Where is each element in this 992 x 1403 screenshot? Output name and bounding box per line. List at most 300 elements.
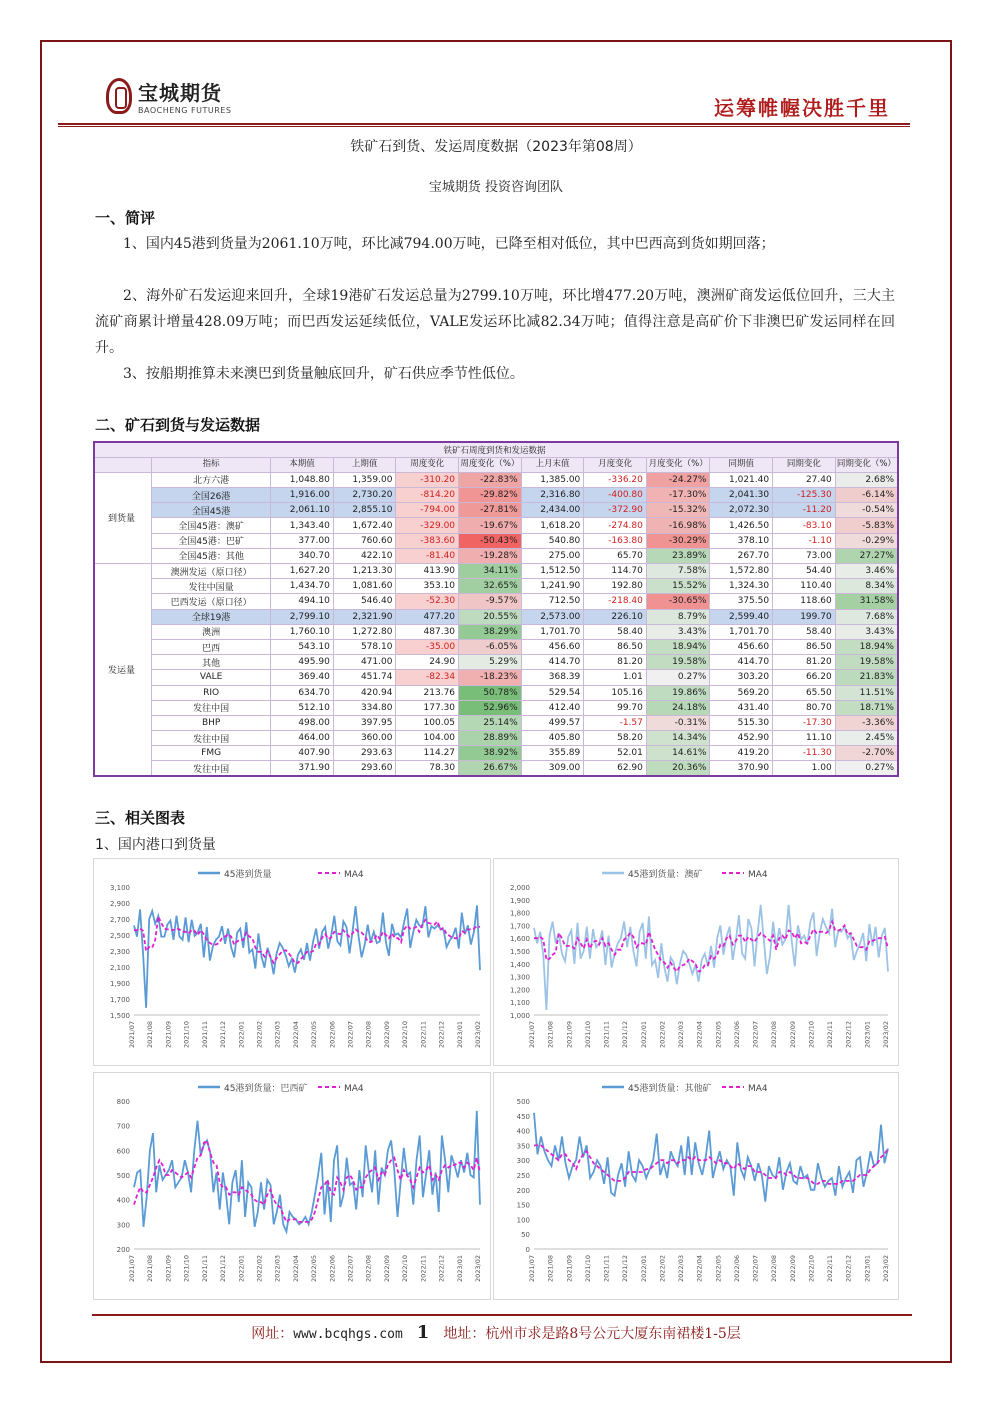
y-tick-label: 1,000 <box>509 1012 530 1020</box>
table-row <box>94 715 898 730</box>
table-cell: 2,573.00 <box>521 609 584 624</box>
x-tick-label: 2022/06 <box>328 1255 337 1283</box>
x-tick-label: 2022/05 <box>310 1255 319 1283</box>
table-cell: 712.50 <box>521 594 584 609</box>
table-cell: 54.40 <box>773 564 836 579</box>
table-cell: 86.50 <box>584 639 647 654</box>
table-row <box>94 746 898 761</box>
y-tick-label: 150 <box>516 1201 530 1210</box>
x-tick-label: 2022/01 <box>639 1021 648 1049</box>
table-cell: -50.43% <box>459 533 522 548</box>
table-cell: -0.54% <box>835 503 898 518</box>
x-tick-label: 2022/02 <box>255 1021 264 1049</box>
row-indicator: 全球19港 <box>152 609 271 624</box>
table-cell: 32.65% <box>459 579 522 594</box>
y-tick-label: 2,900 <box>109 900 130 908</box>
table-cell: 1,760.10 <box>271 624 334 639</box>
y-tick-label: 50 <box>521 1231 530 1240</box>
table-cell: 2,316.80 <box>521 488 584 503</box>
table-cell: 293.60 <box>333 761 396 776</box>
x-tick-label: 2021/08 <box>546 1255 555 1283</box>
table-row <box>94 564 898 579</box>
table-cell: -19.67% <box>459 518 522 533</box>
x-tick-label: 2022/09 <box>382 1255 391 1283</box>
x-tick-label: 2022/08 <box>364 1021 373 1049</box>
x-tick-label: 2022/09 <box>382 1021 391 1049</box>
x-tick-label: 2022/12 <box>844 1021 853 1049</box>
row-indicator: BHP <box>152 715 271 730</box>
table-cell: -35.00 <box>396 639 459 654</box>
table-cell: -17.30% <box>646 488 710 503</box>
x-tick-label: 2021/10 <box>182 1021 191 1049</box>
table-cell: 375.50 <box>710 594 773 609</box>
legend-label: 45港到货量：澳矿 <box>628 870 703 880</box>
y-tick-label: 250 <box>516 1172 530 1180</box>
table-cell: 2,799.10 <box>271 609 334 624</box>
iron-ore-table <box>93 441 899 777</box>
table-cell: 1,627.20 <box>271 564 334 579</box>
table-cell: 114.27 <box>396 746 459 761</box>
table-cell: 634.70 <box>271 685 334 700</box>
x-tick-label: 2022/10 <box>401 1021 410 1049</box>
table-cell: 2,072.30 <box>710 503 773 518</box>
table-cell: 515.30 <box>710 715 773 730</box>
x-tick-label: 2021/07 <box>528 1021 536 1049</box>
y-tick-label: 450 <box>516 1112 530 1121</box>
table-cell: 105.16 <box>584 685 647 700</box>
table-cell: 3.46% <box>835 564 898 579</box>
table-cell: 28.89% <box>459 731 522 746</box>
x-tick-label: 2021/09 <box>565 1255 574 1283</box>
table-cell: -310.20 <box>396 472 459 487</box>
table-cell: -11.30 <box>773 746 836 761</box>
table-cell: 407.90 <box>271 746 334 761</box>
x-tick-label: 2022/10 <box>807 1255 816 1283</box>
table-cell: -27.81% <box>459 503 522 518</box>
table-cell: 24.90 <box>396 655 459 670</box>
table-cell: 451.74 <box>333 670 396 685</box>
table-cell: 1,081.60 <box>333 579 396 594</box>
table-cell: -329.00 <box>396 518 459 533</box>
table-cell: -29.82% <box>459 488 522 503</box>
table-cell: 5.29% <box>459 655 522 670</box>
y-tick-label: 0 <box>525 1246 530 1254</box>
x-tick-label: 2022/03 <box>677 1255 686 1283</box>
table-cell: 452.90 <box>710 731 773 746</box>
logo-icon <box>106 78 132 114</box>
row-indicator: FMG <box>152 746 271 761</box>
table-cell: 25.14% <box>459 715 522 730</box>
x-tick-label: 2022/11 <box>419 1255 428 1283</box>
table-cell: 498.00 <box>271 715 334 730</box>
table-header-8: 同期值 <box>710 457 773 472</box>
y-tick-label: 800 <box>116 1098 130 1106</box>
table-cell: 3.43% <box>835 624 898 639</box>
table-header-1: 本期值 <box>271 457 334 472</box>
table-cell: 334.80 <box>333 700 396 715</box>
x-tick-label: 2022/07 <box>346 1021 355 1049</box>
table-cell: 377.00 <box>271 533 334 548</box>
table-cell: -24.27% <box>646 472 710 487</box>
row-indicator: 发往中国 <box>152 700 271 715</box>
table-cell: 104.00 <box>396 731 459 746</box>
table-cell: 14.34% <box>646 731 710 746</box>
x-tick-label: 2022/07 <box>751 1021 760 1049</box>
x-tick-label: 2022/11 <box>826 1255 835 1283</box>
footer-address: 杭州市求是路8号公元大厦东南裙楼1-5层 <box>485 1326 741 1342</box>
y-tick-label: 1,400 <box>509 960 530 969</box>
table-cell: 340.70 <box>271 548 334 563</box>
x-tick-label: 2022/05 <box>310 1021 319 1049</box>
table-cell: 62.90 <box>584 761 647 776</box>
y-tick-label: 3,100 <box>109 884 130 892</box>
series-line <box>534 1113 888 1202</box>
y-tick-label: 1,500 <box>509 948 530 956</box>
table-cell: 760.60 <box>333 533 396 548</box>
table-cell: 114.70 <box>584 564 647 579</box>
x-tick-label: 2021/08 <box>146 1021 155 1049</box>
table-cell: 371.90 <box>271 761 334 776</box>
table-cell: 1,048.80 <box>271 472 334 487</box>
table-cell: 199.70 <box>773 609 836 624</box>
x-tick-label: 2023/02 <box>474 1021 482 1049</box>
table-cell: 18.71% <box>835 700 898 715</box>
table-cell: 1.00 <box>773 761 836 776</box>
y-tick-label: 350 <box>516 1142 530 1151</box>
table-cell: -1.57 <box>584 715 647 730</box>
table-header-0: 指标 <box>152 457 271 472</box>
table-cell: 52.01 <box>584 746 647 761</box>
table-cell: 86.50 <box>773 639 836 654</box>
table-cell: 2,599.40 <box>710 609 773 624</box>
row-indicator: 全国45港：其他 <box>152 548 271 563</box>
table-cell: -163.80 <box>584 533 647 548</box>
table-cell: 360.00 <box>333 731 396 746</box>
table-cell: 464.00 <box>271 731 334 746</box>
table-header-2: 上期值 <box>333 457 396 472</box>
x-tick-label: 2022/02 <box>255 1255 264 1283</box>
legend-label: MA4 <box>344 870 364 880</box>
x-tick-label: 2023/02 <box>882 1255 890 1283</box>
table-cell: -218.40 <box>584 594 647 609</box>
table-cell: 23.89% <box>646 548 710 563</box>
y-tick-label: 2,100 <box>109 964 130 972</box>
x-tick-label: 2022/10 <box>401 1255 410 1283</box>
table-cell: -82.34 <box>396 670 459 685</box>
doc-title: 铁矿石到货、发运周度数据（2023年第08周） <box>350 139 642 155</box>
table-row <box>94 731 898 746</box>
table-cell: -11.20 <box>773 503 836 518</box>
table-cell: 414.70 <box>521 655 584 670</box>
table-cell: 213.76 <box>396 685 459 700</box>
table-cell: -0.31% <box>646 715 710 730</box>
table-cell: 8.34% <box>835 579 898 594</box>
x-tick-label: 2021/11 <box>602 1255 611 1283</box>
row-indicator: 巴西 <box>152 639 271 654</box>
table-cell: -383.60 <box>396 533 459 548</box>
y-tick-label: 700 <box>116 1122 130 1131</box>
table-header-4: 周度变化（%） <box>459 457 522 472</box>
table-cell: 355.89 <box>521 746 584 761</box>
x-tick-label: 2022/09 <box>788 1021 797 1049</box>
table-cell: 414.70 <box>710 655 773 670</box>
table-cell: 1,434.70 <box>271 579 334 594</box>
table-row <box>94 670 898 685</box>
table-cell: 1,272.80 <box>333 624 396 639</box>
x-tick-label: 2022/07 <box>346 1255 355 1283</box>
table-header-5: 上月末值 <box>521 457 584 472</box>
table-cell: 267.70 <box>710 548 773 563</box>
table-row <box>94 548 898 563</box>
x-tick-label: 2022/11 <box>826 1021 835 1049</box>
row-indicator: 全国45港 <box>152 503 271 518</box>
x-tick-label: 2022/05 <box>714 1021 723 1049</box>
table-cell: 38.29% <box>459 624 522 639</box>
table-cell: 2.68% <box>835 472 898 487</box>
table-cell: 8.79% <box>646 609 710 624</box>
table-cell: -5.83% <box>835 518 898 533</box>
table-cell: 81.20 <box>773 655 836 670</box>
row-indicator: 全国26港 <box>152 488 271 503</box>
x-tick-label: 2022/06 <box>732 1255 741 1283</box>
table-cell: -6.05% <box>459 639 522 654</box>
table-cell: 1,512.50 <box>521 564 584 579</box>
table-row <box>94 472 898 487</box>
table-row <box>94 503 898 518</box>
table-cell: 2,434.00 <box>521 503 584 518</box>
x-tick-label: 2021/11 <box>200 1021 209 1049</box>
y-tick-label: 1,200 <box>509 986 530 995</box>
x-tick-label: 2021/10 <box>583 1021 592 1049</box>
x-tick-label: 2021/09 <box>164 1255 173 1283</box>
x-tick-label: 2021/08 <box>546 1021 555 1049</box>
table-caption: 铁矿石周度到货和发运数据 <box>94 442 898 457</box>
legend-label: 45港到货量 <box>224 870 272 880</box>
table-cell: -18.23% <box>459 670 522 685</box>
chart-other <box>493 1072 899 1300</box>
row-indicator: 北方六港 <box>152 472 271 487</box>
table-cell: 1,426.50 <box>710 518 773 533</box>
table-cell: 1,385.00 <box>521 472 584 487</box>
x-tick-label: 2022/06 <box>328 1021 337 1049</box>
table-cell: 73.00 <box>773 548 836 563</box>
x-tick-label: 2021/07 <box>528 1255 536 1283</box>
y-tick-label: 300 <box>116 1221 130 1230</box>
table-cell: 7.68% <box>835 609 898 624</box>
table-cell: 66.20 <box>773 670 836 685</box>
x-tick-label: 2021/12 <box>621 1255 630 1283</box>
section-summary-title: 一、简评 <box>95 209 156 227</box>
table-cell: -0.29% <box>835 533 898 548</box>
series-line <box>134 905 480 1007</box>
table-cell: 20.55% <box>459 609 522 624</box>
header-divider-thin <box>58 126 910 127</box>
x-tick-label: 2021/12 <box>219 1255 228 1283</box>
x-tick-label: 2021/09 <box>164 1021 173 1049</box>
table-cell: 529.54 <box>521 685 584 700</box>
y-tick-label: 1,900 <box>109 980 130 988</box>
company-logo <box>106 77 231 115</box>
table-cell: 303.20 <box>710 670 773 685</box>
table-row <box>94 533 898 548</box>
table-header-7: 月度变化（%） <box>646 457 710 472</box>
table-cell: 471.00 <box>333 655 396 670</box>
table-cell: -22.83% <box>459 472 522 487</box>
table-cell: 1,572.80 <box>710 564 773 579</box>
table-cell: -6.14% <box>835 488 898 503</box>
x-tick-label: 2022/01 <box>237 1255 246 1283</box>
table-cell: 38.92% <box>459 746 522 761</box>
x-tick-label: 2021/12 <box>621 1021 630 1049</box>
table-cell: 19.58% <box>835 655 898 670</box>
table-cell: 2,855.10 <box>333 503 396 518</box>
table-cell: 3.43% <box>646 624 710 639</box>
y-tick-label: 1,100 <box>509 999 530 1008</box>
table-cell: -3.36% <box>835 715 898 730</box>
table-cell: 11.51% <box>835 685 898 700</box>
row-indicator: 发往中国 <box>152 761 271 776</box>
table-row <box>94 761 898 776</box>
x-tick-label: 2022/06 <box>732 1021 741 1049</box>
table-cell: 2,321.90 <box>333 609 396 624</box>
slogan: 运筹帷幄决胜千里 <box>714 96 890 120</box>
table-cell: 1,021.40 <box>710 472 773 487</box>
x-tick-label: 2021/12 <box>219 1021 228 1049</box>
table-cell: -30.65% <box>646 594 710 609</box>
table-cell: -19.28% <box>459 548 522 563</box>
x-tick-label: 2022/11 <box>419 1021 428 1049</box>
table-cell: 0.27% <box>835 761 898 776</box>
y-tick-label: 1,700 <box>109 996 130 1004</box>
x-tick-label: 2022/01 <box>237 1021 246 1049</box>
x-tick-label: 2022/04 <box>291 1255 300 1283</box>
x-tick-label: 2023/01 <box>863 1021 872 1049</box>
legend-label: 45港到货量：其他矿 <box>628 1084 712 1094</box>
row-indicator: 澳洲 <box>152 624 271 639</box>
footer-divider <box>92 1314 912 1316</box>
x-tick-label: 2022/04 <box>695 1255 704 1283</box>
row-indicator: 全国45港：澳矿 <box>152 518 271 533</box>
x-tick-label: 2021/07 <box>128 1021 136 1049</box>
table-cell: 2.45% <box>835 731 898 746</box>
y-tick-label: 1,700 <box>509 922 530 931</box>
table-cell: 293.63 <box>333 746 396 761</box>
table-cell: 412.40 <box>521 700 584 715</box>
x-tick-label: 2022/12 <box>844 1255 853 1283</box>
legend-label: MA4 <box>748 1084 768 1094</box>
x-tick-label: 2023/01 <box>455 1255 464 1283</box>
table-cell: 11.10 <box>773 731 836 746</box>
table-cell: 2,041.30 <box>710 488 773 503</box>
table-row <box>94 594 898 609</box>
y-tick-label: 400 <box>516 1127 530 1136</box>
table-cell: -794.00 <box>396 503 459 518</box>
table-cell: 26.67% <box>459 761 522 776</box>
table-row <box>94 624 898 639</box>
table-cell: 78.30 <box>396 761 459 776</box>
x-tick-label: 2022/08 <box>770 1255 779 1283</box>
table-cell: -1.10 <box>773 533 836 548</box>
row-indicator: 发往中国量 <box>152 579 271 594</box>
table-group-label: 发运量 <box>94 564 152 777</box>
x-tick-label: 2022/01 <box>639 1255 648 1283</box>
table-cell: 24.18% <box>646 700 710 715</box>
table-cell: 2,061.10 <box>271 503 334 518</box>
table-cell: -16.98% <box>646 518 710 533</box>
table-cell: 1,701.70 <box>710 624 773 639</box>
table-cell: 1,701.70 <box>521 624 584 639</box>
x-tick-label: 2021/07 <box>128 1255 136 1283</box>
summary-para-1: 1、国内45港到货量为2061.10万吨，环比减794.00万吨，已降至相对低位，其中巴西高到货如期回落； <box>123 236 775 252</box>
table-cell: 18.94% <box>646 639 710 654</box>
table-cell: 431.40 <box>710 700 773 715</box>
table-cell: 0.27% <box>646 670 710 685</box>
table-cell: 52.96% <box>459 700 522 715</box>
table-group-label: 到货量 <box>94 472 152 563</box>
row-indicator: 发往中国 <box>152 731 271 746</box>
table-cell: 7.58% <box>646 564 710 579</box>
row-indicator: RIO <box>152 685 271 700</box>
table-cell: 1,343.40 <box>271 518 334 533</box>
legend-label: MA4 <box>748 870 768 880</box>
table-cell: 19.86% <box>646 685 710 700</box>
page-number: 1 <box>416 1322 430 1343</box>
x-tick-label: 2022/03 <box>273 1021 282 1049</box>
table-cell: 369.40 <box>271 670 334 685</box>
table-cell: 512.10 <box>271 700 334 715</box>
table-cell: 499.57 <box>521 715 584 730</box>
table-cell: 81.20 <box>584 655 647 670</box>
table-row <box>94 579 898 594</box>
footer-website-link[interactable]: www.bcqhgs.com <box>293 1327 403 1342</box>
table-cell: 378.10 <box>710 533 773 548</box>
table-cell: 99.70 <box>584 700 647 715</box>
section-data-title: 二、矿石到货与发运数据 <box>95 416 261 434</box>
y-tick-label: 2,500 <box>109 932 130 940</box>
table-cell: 1,672.40 <box>333 518 396 533</box>
table-cell: 543.10 <box>271 639 334 654</box>
header-divider <box>58 123 910 125</box>
table-cell: 477.20 <box>396 609 459 624</box>
footer <box>0 1322 992 1343</box>
table-cell: 353.10 <box>396 579 459 594</box>
table-cell: -81.40 <box>396 548 459 563</box>
legend-label: 45港到货量：巴西矿 <box>224 1084 308 1094</box>
table-cell: -372.90 <box>584 503 647 518</box>
x-tick-label: 2023/02 <box>474 1255 482 1283</box>
row-indicator: 巴西发运（原口径） <box>152 594 271 609</box>
row-indicator: 其他 <box>152 655 271 670</box>
table-row <box>94 518 898 533</box>
table-cell: -814.20 <box>396 488 459 503</box>
table-row <box>94 488 898 503</box>
table-cell: 226.10 <box>584 609 647 624</box>
y-tick-label: 300 <box>516 1157 530 1166</box>
table-cell: -125.30 <box>773 488 836 503</box>
summary-para-3: 3、按船期推算未来澳巴到货量触底回升，矿石供应季节性低位。 <box>123 366 524 382</box>
y-tick-label: 1,900 <box>509 896 530 905</box>
y-tick-label: 500 <box>116 1172 130 1180</box>
table-cell: 569.20 <box>710 685 773 700</box>
table-cell: 540.80 <box>521 533 584 548</box>
y-tick-label: 1,600 <box>509 935 530 944</box>
table-cell: 2,730.20 <box>333 488 396 503</box>
x-tick-label: 2022/03 <box>273 1255 282 1283</box>
table-cell: 65.70 <box>584 548 647 563</box>
row-indicator: 全国45港：巴矿 <box>152 533 271 548</box>
table-cell: 494.10 <box>271 594 334 609</box>
table-cell: 456.60 <box>521 639 584 654</box>
